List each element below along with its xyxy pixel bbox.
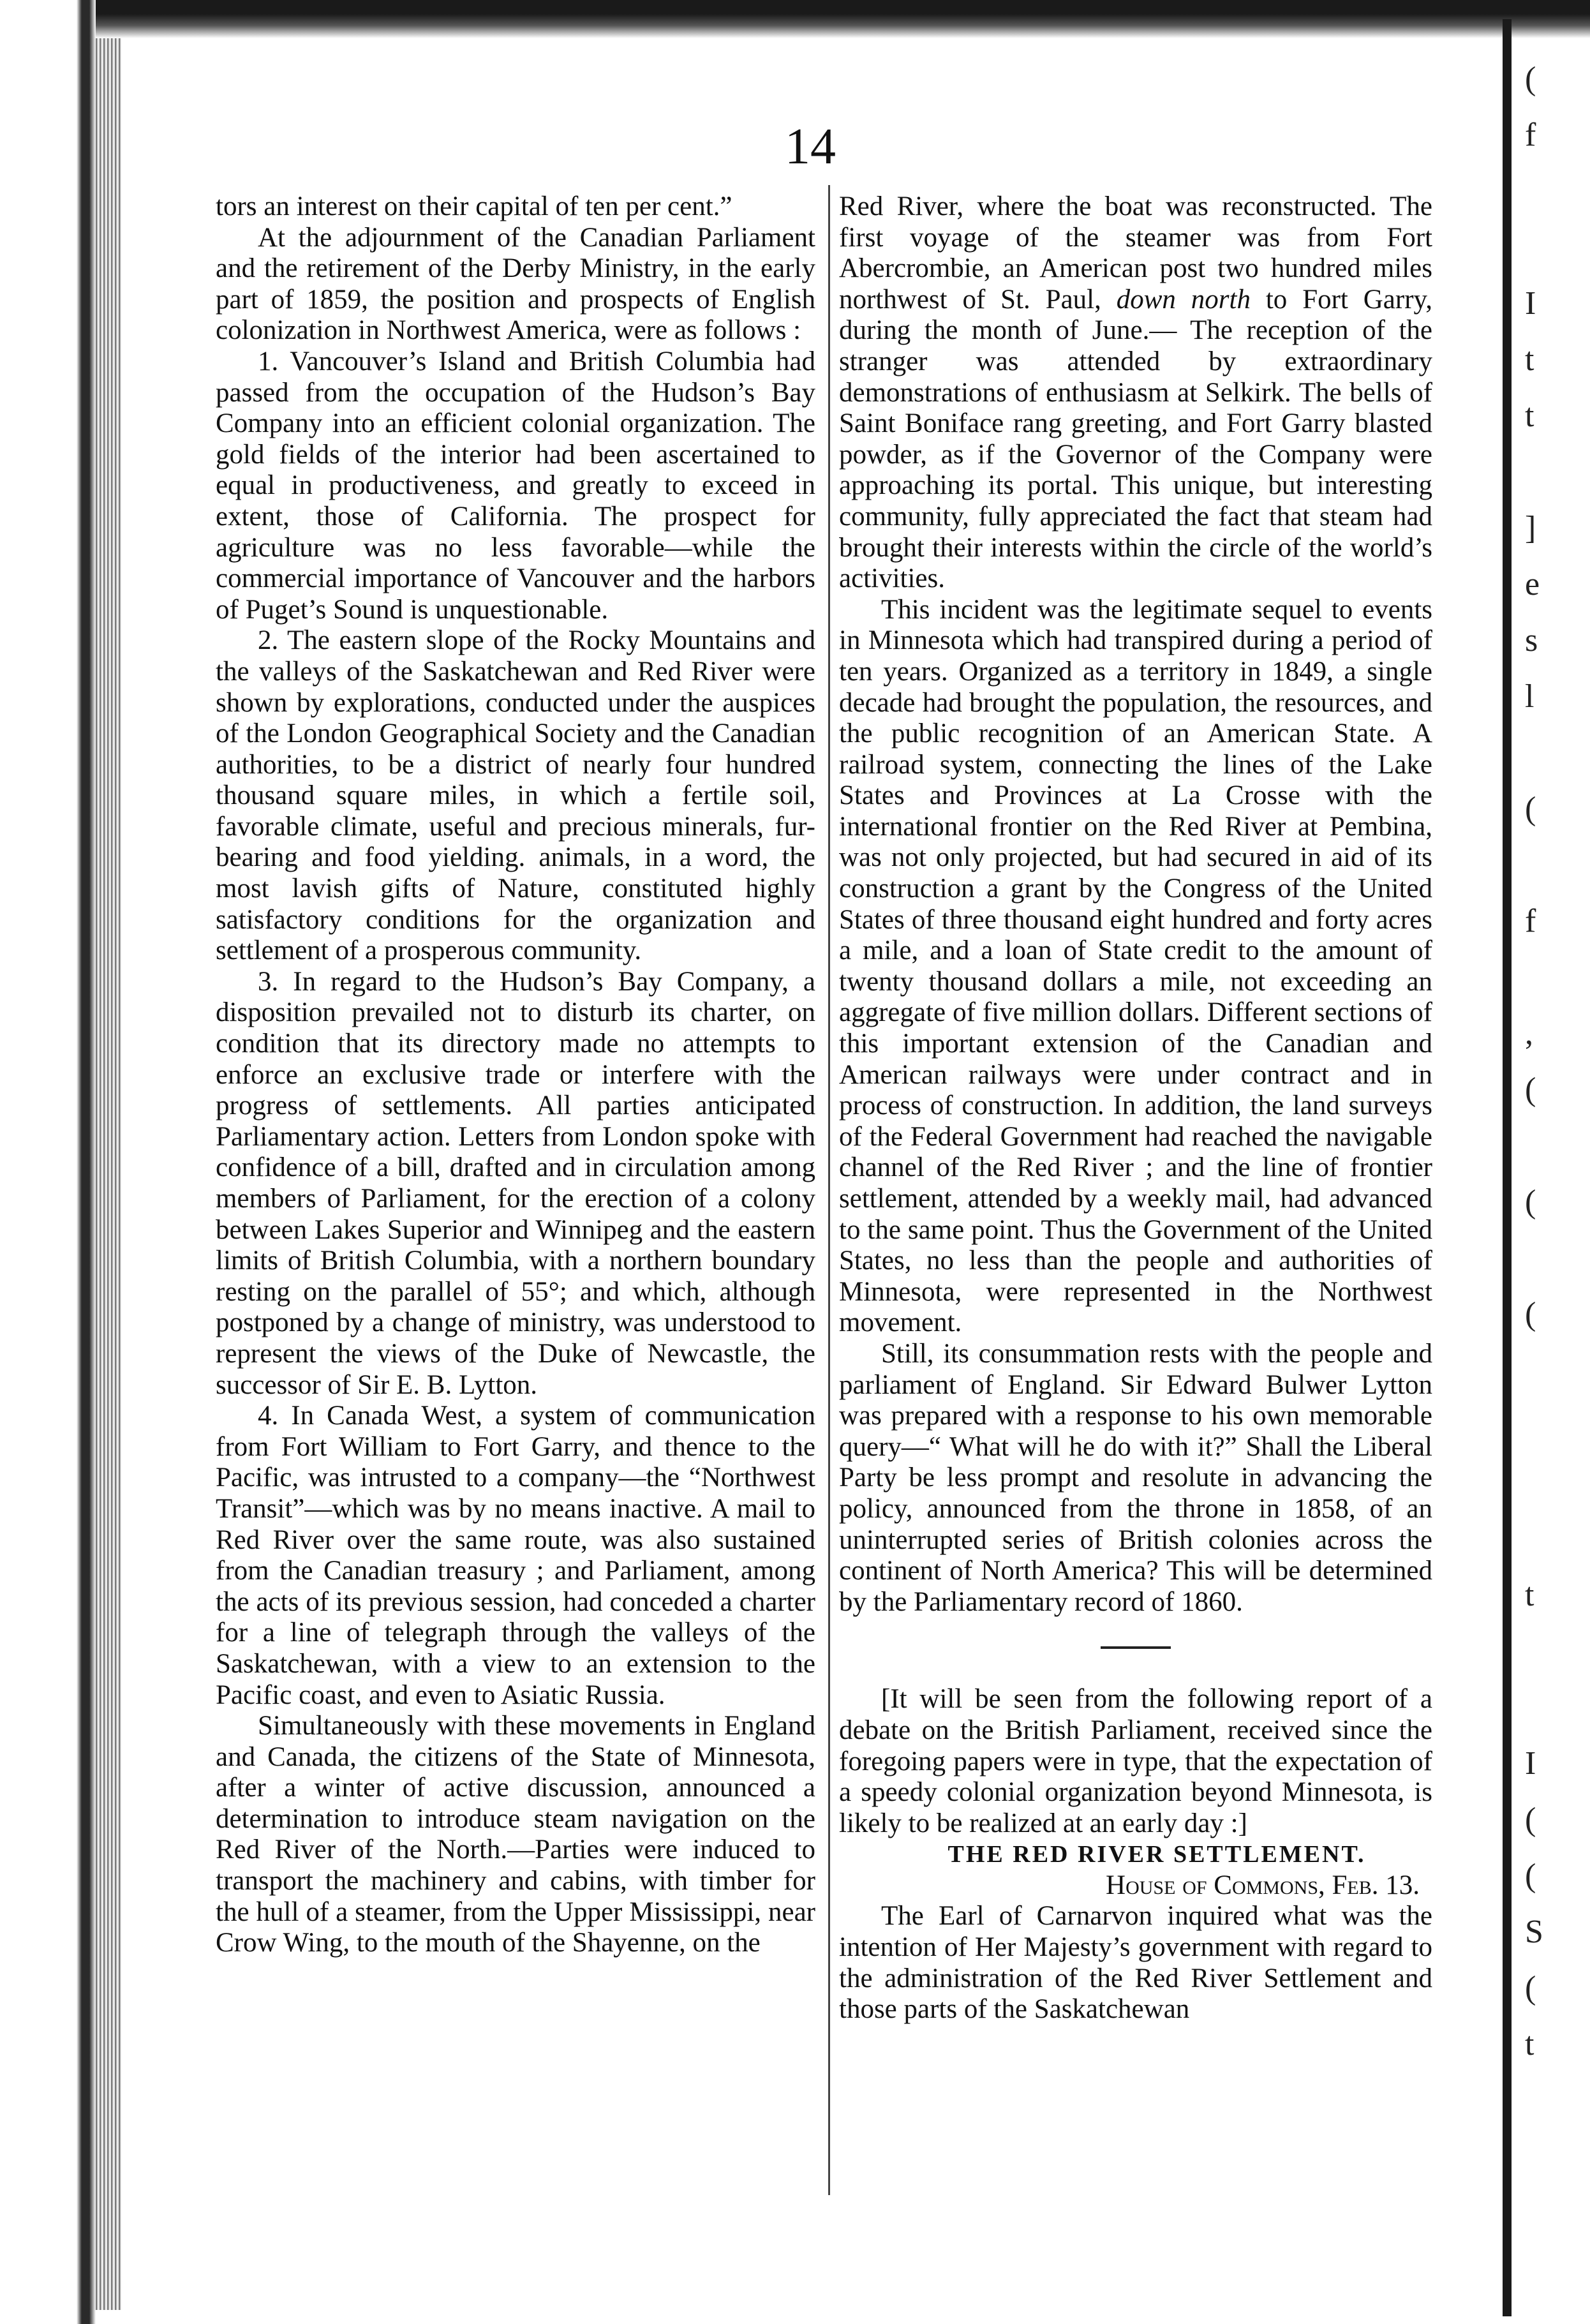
editor-note: [It will be seen from the following report of a debate on the British Parliament, received since the foregoing papers were in type, that the expectation of a speedy colonial organization beyond Minnesota, is likely to be realized at an early day :] bbox=[839, 1684, 1432, 1838]
adjacent-page-glyph: ] bbox=[1525, 510, 1536, 546]
adjacent-page-glyph bbox=[1525, 1230, 1589, 1286]
paragraph: Simultaneously with these movements in England and Canada, the citizens of the State of Minnesota, after a winter of active discussion, announced a determination to introduce steam navigation on the Red River of the North.—Parties were induced to transport the machinery and cabins, with timber for the hull of a steamer, from the Upper Mississippi, near Crow Wing, to the mouth of the Shayenne, on the bbox=[216, 1711, 815, 1958]
adjacent-page-glyph bbox=[1525, 725, 1589, 781]
adjacent-page-glyph bbox=[1525, 1118, 1589, 1174]
adjacent-page-glyph: f bbox=[1525, 117, 1536, 153]
adjacent-page-glyph bbox=[1525, 163, 1589, 220]
list-item: 3. In regard to the Hudson’s Bay Company, a disposition prevailed not to disturb its charter, on condition that its directory made no attempts to enforce an exclusive trade or interfere with the progress of settlements. All parties anticipated Parliamentary action. Letters from London spoke with confidence of a bill, drafted and in circulation among members of Parliament, for the erection of a colony between Lakes Superior and Winnipeg and the eastern limits of British Columbia, with a northern boundary resting on the parallel of 55°; and which, although postponed by a change of ministry, was understood to represent the views of the Duke of Newcastle, the successor of Sir E. B. Lytton. bbox=[216, 966, 815, 1400]
left-column bbox=[216, 191, 815, 1959]
adjacent-page-glyph: ( bbox=[1525, 1801, 1536, 1838]
adjacent-page-glyph bbox=[1525, 950, 1589, 1006]
paragraph: At the adjournment of the Canadian Parliament and the retirement of the Derby Ministry, in the early part of 1859, the position and prospects of English colonization in Northwest America, were as follows : bbox=[216, 222, 815, 346]
adjacent-page-glyph: s bbox=[1525, 622, 1538, 659]
scan-top-edge bbox=[0, 0, 1590, 38]
column-rule bbox=[828, 185, 830, 2195]
right-column bbox=[839, 191, 1432, 2025]
text-run: Red River, where the boat was reconstructed. The first voyage of the steamer was from Fort Abercrombie, an American post two hundred miles northwest of St. Paul, bbox=[839, 191, 1432, 315]
adjacent-page-strip bbox=[1525, 51, 1589, 2284]
adjacent-page-glyph: ( bbox=[1525, 1184, 1536, 1220]
list-item: 4. In Canada West, a system of communication from Fort William to Fort Garry, and thence to the Pacific, was intrusted to a company—the “Northwest Transit”—which was by no means inactive. A mail to Red River over the same route, was also sustained from the Canadian treasury ; and Parliament, among the acts of its previous session, had conceded a charter for a line of telegraph through the valleys of the Saskatchewan, with a view to an extension to the Pacific coast, and even to Asiatic Russia. bbox=[216, 1401, 815, 1710]
adjacent-page-glyph: ( bbox=[1525, 1296, 1536, 1332]
adjacent-page-glyph: ( bbox=[1525, 1071, 1536, 1108]
adjacent-page-glyph: ( bbox=[1525, 791, 1536, 827]
adjacent-page-glyph bbox=[1525, 1680, 1589, 1736]
list-item: 2. The eastern slope of the Rocky Mountains and the valleys of the Saskatchewan and Red River were shown by explorations, conducted under the auspices of the London Geographical Society and the Canadian authorities, to be a district of nearly four hundred thousand square miles, in which a fertile soil, favorable climate, useful and precious minerals, fur-bearing and food yielding. animals, in a word, the most lavish gifts of Nature, constituted highly satisfactory conditions for the organization and settlement of a prosperous community. bbox=[216, 625, 815, 966]
adjacent-page-glyph: t bbox=[1525, 1577, 1534, 1613]
text-run: to Fort Garry, during the month of June.— The reception of the stranger was attended by extraordinary demonstrations of enthusiasm at Selkirk. The bells of Saint Boniface rang greeting, and Fort Garry blasted powder, as if the Governor of the Company were approaching its portal. This unique, but interesting community, fully appreciated the fact that steam had brought their interests within the circle of the world’s activities. bbox=[839, 284, 1432, 594]
list-item: 1. Vancouver’s Island and British Columbia had passed from the occupation of the Hudson’s Bay Company into an efficient colonial organization. The gold fields of the interior had been ascertained to equal in productiveness, and greatly to exceed in extent, those of California. The prospect for agriculture was no less favorable—while the commercial importance of Vancouver and the harbors of Puget’s Sound is unquestionable. bbox=[216, 346, 815, 625]
adjacent-page-glyph bbox=[1525, 220, 1589, 276]
page-number: 14 bbox=[785, 119, 836, 175]
paragraph bbox=[839, 191, 1432, 595]
adjacent-page-glyph bbox=[1525, 1511, 1589, 1567]
adjacent-page-glyph: t bbox=[1525, 398, 1534, 434]
paragraph: Still, its consummation rests with the people and parliament of England. Sir Edward Bulwer Lytton was prepared with a response to his own memorable query—“ What will he do with it?” Shall the Liberal Party be less prompt and resolute in advancing the policy, announced from the throne in 1858, of an uninterrupted series of British colonies across the continent of North America? This will be determined by the Parliamentary record of 1860. bbox=[839, 1338, 1432, 1617]
adjacent-page-glyph: , bbox=[1525, 1015, 1533, 1052]
adjacent-page-glyph: ( bbox=[1525, 61, 1536, 97]
adjacent-page-glyph bbox=[1525, 837, 1589, 893]
adjacent-page-glyph: ( bbox=[1525, 1858, 1536, 1894]
paragraph: This incident was the legitimate sequel to events in Minnesota which had transpired during a period of ten years. Organized as a territory in 1849, a single decade had brought the population, the resources, and the public recognition of an American State. A railroad system, connecting the lines of the Lake States and Provinces at La Crosse with the international frontier on the Red River at Pembina, was not only projected, but had secured in aid of its construction a grant by the Congress of the United States of three thousand eight hundred and forty acres a mile, and a loan of State credit to the amount of twenty thousand dollars a mile, not exceeding an aggregate of five million dollars. Different sections of this important extension of the Canadian and American railways were under contract and in process of construction. In addition, the land surveys of the Federal Government had reached the navigable channel of the Red River ; and the line of frontier settlement, attended by a weekly mail, had advanced to the same point. Thus the Government of the United States, no less than the people and authorities of Minnesota, were represented in the Northwest movement. bbox=[839, 594, 1432, 1338]
section-heading: THE RED RIVER SETTLEMENT. bbox=[947, 1841, 1366, 1868]
section-subheading: House of Commons, Feb. 13. bbox=[1106, 1870, 1420, 1900]
adjacent-page-glyph: ( bbox=[1525, 1970, 1536, 2006]
adjacent-page-glyph: e bbox=[1525, 566, 1540, 602]
italic-text: down north bbox=[1116, 284, 1251, 315]
adjacent-page-glyph: l bbox=[1525, 678, 1534, 715]
adjacent-page-glyph: I bbox=[1525, 285, 1536, 322]
adjacent-page-glyph bbox=[1525, 444, 1589, 500]
adjacent-page-glyph: I bbox=[1525, 1745, 1536, 1782]
paragraph: The Earl of Carnarvon inquired what was the intention of Her Majesty’s government with regard to the administration of the Red River Settlement and those parts of the Saskatchewan bbox=[839, 1901, 1432, 2025]
adjacent-page-glyph bbox=[1525, 1623, 1589, 1680]
adjacent-page-glyph: t bbox=[1525, 341, 1534, 378]
scan-left-edge bbox=[0, 0, 96, 2324]
adjacent-page-glyph: t bbox=[1525, 2026, 1534, 2062]
paragraph: tors an interest on their capital of ten per cent.” bbox=[216, 191, 732, 221]
book-page-stack bbox=[96, 38, 121, 2310]
section-divider bbox=[1101, 1646, 1171, 1649]
adjacent-page-glyph: f bbox=[1525, 903, 1536, 939]
adjacent-page-glyph bbox=[1525, 1399, 1589, 1455]
adjacent-page-glyph: S bbox=[1525, 1914, 1543, 1950]
adjacent-page-glyph bbox=[1525, 1343, 1589, 1399]
book-gutter bbox=[1503, 19, 1512, 2316]
adjacent-page-glyph bbox=[1525, 1455, 1589, 1511]
